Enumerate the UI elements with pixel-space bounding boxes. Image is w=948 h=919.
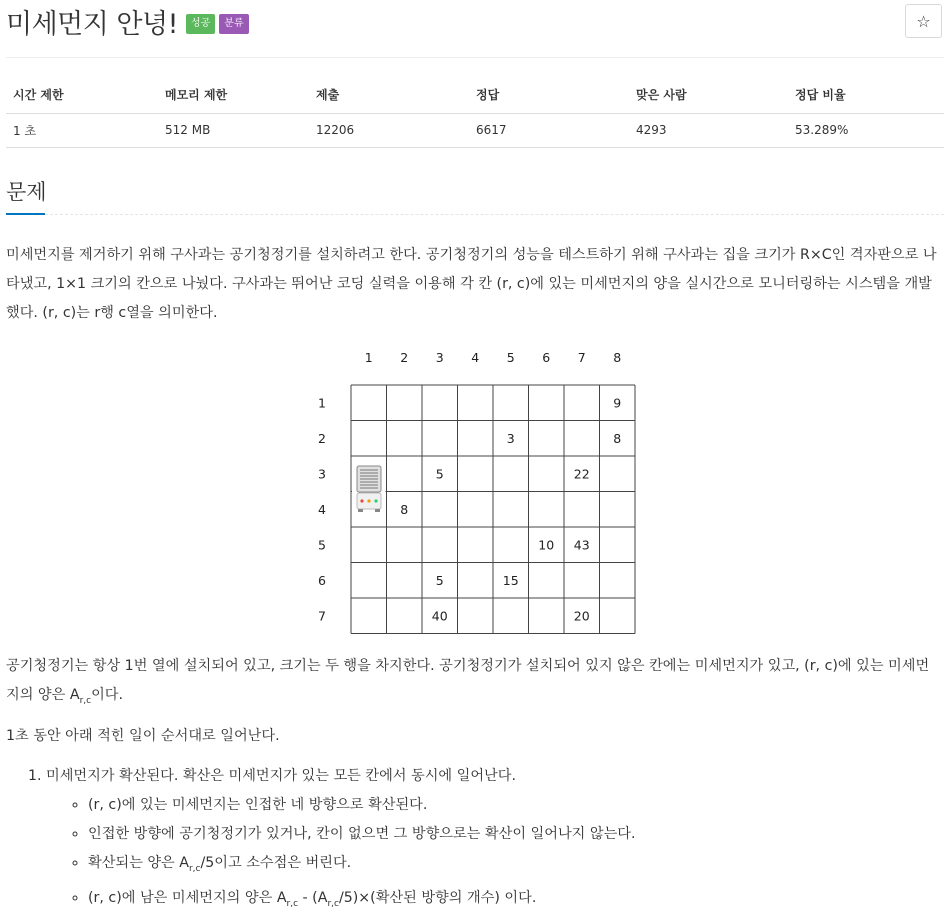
list-item bbox=[88, 849, 941, 884]
grid-cell-value: 3 bbox=[506, 430, 515, 446]
col-label: 6 bbox=[542, 350, 551, 365]
col-label: 8 bbox=[613, 350, 622, 365]
cell-accepted: 6617 bbox=[469, 113, 629, 147]
bullet-4-sub-1: r,c bbox=[286, 898, 299, 909]
step-1-text: 미세먼지가 확산된다. 확산은 미세먼지가 있는 모든 칸에서 동시에 일어난다. bbox=[46, 768, 516, 784]
air-purifier-light-orange bbox=[367, 499, 370, 502]
section-title-problem: 문제 bbox=[6, 180, 47, 204]
header-time-limit: 시간 제한 bbox=[6, 77, 158, 113]
grid-cell-value: 8 bbox=[613, 430, 622, 446]
para2-text-start: 공기청정기는 항상 1번 열에 설치되어 있고, 크기는 두 행을 차지한다. 공기청정기가 설치되어 있지 않은 칸에는 미세먼지가 있고, (r, c)에 있는 미세먼지의 양은 bbox=[6, 658, 930, 703]
grid-image bbox=[310, 340, 640, 635]
step-1-bullets bbox=[46, 791, 941, 919]
air-purifier-foot-right bbox=[375, 509, 380, 512]
row-label: 2 bbox=[318, 430, 326, 446]
bullet-4-text-mid: - (A bbox=[298, 889, 328, 906]
cell-submissions: 12206 bbox=[309, 113, 469, 147]
page-title: 미세먼지 안녕! bbox=[6, 8, 178, 40]
bullet-4-text-end: /5)×(확산된 방향의 개수) 이다. bbox=[338, 889, 537, 906]
col-label: 5 bbox=[506, 350, 515, 365]
bullet-4-sub-2: r,c bbox=[327, 898, 339, 909]
grid-cell-value: 9 bbox=[613, 395, 622, 411]
header-accepted: 정답 bbox=[469, 77, 629, 113]
para2-text-end: 이다. bbox=[91, 687, 123, 703]
grid-cell-value: 5 bbox=[435, 466, 444, 482]
status-badge-category[interactable]: 분류 bbox=[219, 14, 248, 34]
grid-cell-value: 5 bbox=[435, 572, 444, 588]
list-item bbox=[88, 884, 941, 919]
star-button[interactable] bbox=[905, 4, 942, 38]
problem-paragraph-1: 미세먼지를 제거하기 위해 구사과는 공기청정기를 설치하려고 한다. 공기청정기의 성능을 테스트하기 위해 구사과는 집을 크기가 R×C인 격자판으로 나타냈고, 1×1 크기의 칸으로 나눴다. 구사과는 뛰어난 코딩 실력을 이용해 각 칸 (r, c)에 있는 미세먼지의 양을 실시간으로 모니터링하는 시스템을 개발했다. (r, c)는 r행 c열을 의미한다. bbox=[6, 247, 937, 321]
problem-paragraph-3: 1초 동안 아래 적힌 일이 순서대로 일어난다. bbox=[6, 728, 280, 744]
grid-cell-value: 20 bbox=[573, 608, 590, 624]
col-label: 2 bbox=[400, 350, 409, 365]
cell-solved-users: 4293 bbox=[629, 113, 788, 147]
grid-figure bbox=[310, 340, 640, 635]
row-label: 3 bbox=[318, 466, 326, 482]
header-solved-users: 맞은 사람 bbox=[629, 77, 788, 113]
bullet-2-text: 인접한 방향에 공기청정기가 있거나, 칸이 없으면 그 방향으로는 확산이 일어나지 않는다. bbox=[88, 826, 636, 842]
divider bbox=[6, 57, 944, 58]
list-item bbox=[88, 820, 941, 849]
grid-cell-value: 43 bbox=[573, 537, 590, 553]
star-icon: ☆ bbox=[916, 11, 931, 31]
bullet-1-text: (r, c)에 있는 미세먼지는 인접한 네 방향으로 확산된다. bbox=[88, 797, 428, 813]
problem-paragraph-2 bbox=[6, 652, 941, 716]
grid-cell-value: 22 bbox=[573, 466, 590, 482]
table-header-row bbox=[6, 77, 944, 113]
col-label: 3 bbox=[435, 350, 444, 365]
air-purifier-light-red bbox=[360, 499, 363, 502]
col-label: 4 bbox=[471, 350, 480, 365]
step-item bbox=[46, 762, 941, 919]
air-purifier-foot-left bbox=[358, 509, 363, 512]
grid-cell-value: 8 bbox=[400, 501, 409, 517]
para2-var-sub: r,c bbox=[79, 695, 92, 706]
status-badge-success[interactable]: 성공 bbox=[186, 14, 215, 34]
header-submissions: 제출 bbox=[309, 77, 469, 113]
row-label: 5 bbox=[318, 537, 326, 553]
section-underline bbox=[6, 213, 45, 215]
bullet-3-text-end: /5이고 소수점은 버린다. bbox=[200, 855, 352, 871]
header-memory-limit: 메모리 제한 bbox=[158, 77, 309, 113]
header-ratio: 정답 비율 bbox=[788, 77, 944, 113]
grid-cell-value: 10 bbox=[538, 537, 555, 553]
row-label: 7 bbox=[318, 608, 326, 624]
col-label: 1 bbox=[364, 350, 373, 365]
row-label: 4 bbox=[318, 501, 326, 517]
bullet-4-text-start: (r, c)에 남은 미세먼지의 양은 A bbox=[88, 889, 287, 906]
section-divider bbox=[45, 214, 944, 215]
bullet-3-text-start: 확산되는 양은 A bbox=[88, 855, 189, 871]
row-label: 1 bbox=[318, 395, 326, 411]
air-purifier-light-green bbox=[374, 499, 377, 502]
col-label: 7 bbox=[577, 350, 586, 365]
cell-memory-limit: 512 MB bbox=[158, 113, 309, 147]
problem-info-table bbox=[6, 77, 944, 148]
problem-header bbox=[6, 2, 249, 40]
steps-list bbox=[6, 762, 941, 919]
para2-var: A bbox=[69, 687, 80, 703]
list-item bbox=[88, 791, 941, 820]
cell-time-limit: 1 초 bbox=[6, 113, 158, 147]
cell-ratio: 53.289% bbox=[788, 113, 944, 147]
table-row bbox=[6, 113, 944, 147]
row-label: 6 bbox=[318, 572, 326, 588]
bullet-3-sub: r,c bbox=[188, 863, 201, 874]
grid-cell-value: 40 bbox=[431, 608, 448, 624]
grid-cell-value: 15 bbox=[502, 572, 519, 588]
